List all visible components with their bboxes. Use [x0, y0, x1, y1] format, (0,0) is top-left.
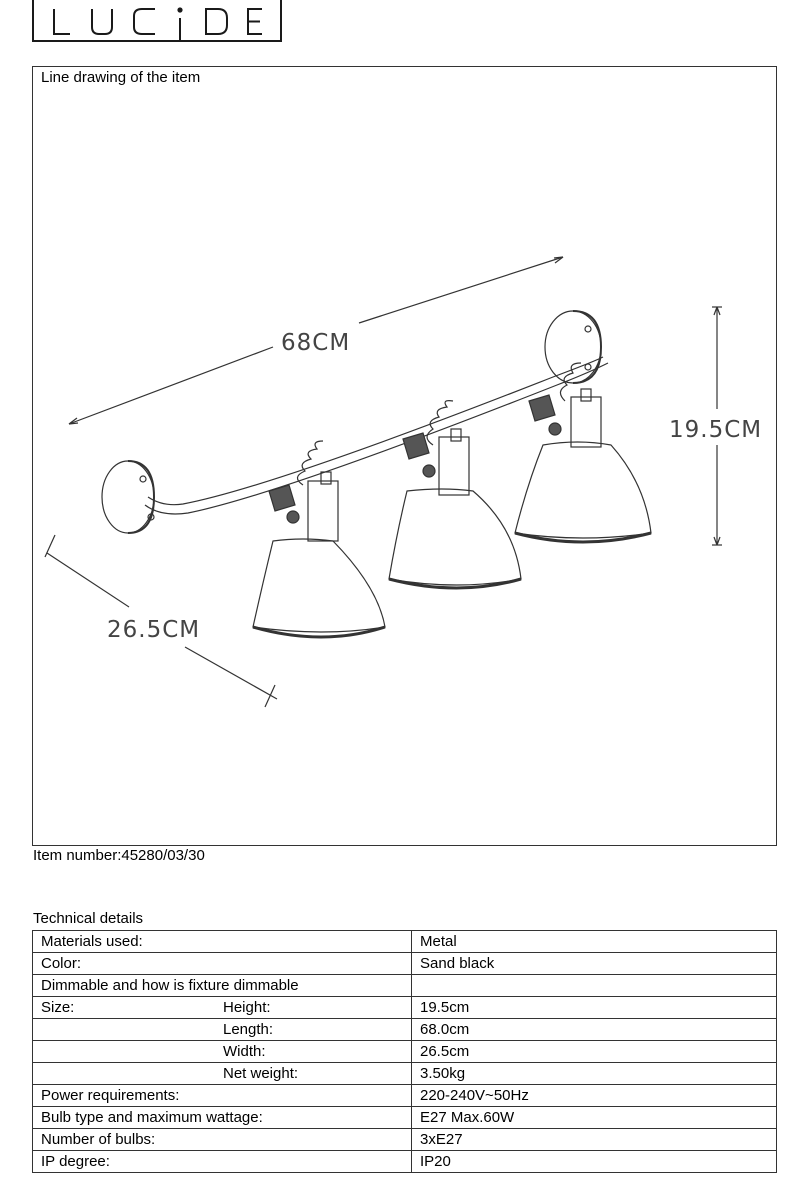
- table-row: [33, 1107, 777, 1129]
- spec-value: 3xE27: [412, 1129, 777, 1151]
- spec-label: Number of bulbs:: [41, 1131, 156, 1148]
- left-wall-plate: [102, 461, 154, 533]
- spec-value: 68.0cm: [412, 1019, 777, 1041]
- lamp-head-1: [253, 441, 385, 637]
- spec-label-cell: [33, 1041, 412, 1063]
- spec-label-cell: [33, 975, 412, 997]
- product-line-drawing: [33, 67, 778, 847]
- spec-label: Materials used:: [41, 933, 143, 950]
- spec-label-cell: [33, 1019, 412, 1041]
- table-row: [33, 1063, 777, 1085]
- line-drawing-panel: [32, 66, 777, 846]
- technical-details-title: Technical details: [33, 910, 144, 927]
- spec-value: [412, 975, 777, 997]
- spec-label: Bulb type and maximum wattage:: [41, 1109, 263, 1126]
- spec-label: Dimmable and how is fixture dimmable: [41, 977, 299, 994]
- spec-value: 220-240V~50Hz: [412, 1085, 777, 1107]
- lamp-head-3: [515, 363, 651, 542]
- spec-label: Size:: [41, 999, 75, 1016]
- table-row: [33, 1129, 777, 1151]
- table-row: [33, 997, 777, 1019]
- spec-label-cell: [33, 1151, 412, 1173]
- spec-label: Color:: [41, 955, 82, 972]
- lamp-head-2: [389, 401, 521, 588]
- spec-label-cell: [33, 1085, 412, 1107]
- spec-label-cell: [33, 997, 412, 1019]
- spec-label-cell: [33, 931, 412, 953]
- spec-sublabel: Height:: [223, 999, 271, 1016]
- spec-label-cell: [33, 1129, 412, 1151]
- table-row: [33, 975, 777, 997]
- spec-value: 3.50kg: [412, 1063, 777, 1085]
- spec-value: IP20: [412, 1151, 777, 1173]
- spec-sublabel: Net weight:: [223, 1065, 299, 1082]
- height-dimension-label: 19.5CM: [669, 417, 763, 443]
- spec-label: IP degree:: [41, 1153, 110, 1170]
- table-row: [33, 1041, 777, 1063]
- length-dimension-label: 68CM: [281, 330, 351, 356]
- table-row: [33, 931, 777, 953]
- drawing-caption: Line drawing of the item: [41, 69, 201, 86]
- depth-dimension-label: 26.5CM: [107, 617, 201, 643]
- logo-lettering: [34, 0, 284, 42]
- spec-label-cell: [33, 1107, 412, 1129]
- spec-label-cell: [33, 953, 412, 975]
- spec-value: Sand black: [412, 953, 777, 975]
- mounting-bar: [145, 357, 608, 514]
- spec-label-cell: [33, 1063, 412, 1085]
- spec-value: 19.5cm: [412, 997, 777, 1019]
- spec-value: 26.5cm: [412, 1041, 777, 1063]
- technical-details-table: [32, 930, 777, 1173]
- table-row: [33, 1151, 777, 1173]
- spec-label: Power requirements:: [41, 1087, 180, 1104]
- item-number: Item number:45280/03/30: [33, 847, 205, 864]
- spec-value: Metal: [412, 931, 777, 953]
- table-row: [33, 1019, 777, 1041]
- spec-value: E27 Max.60W: [412, 1107, 777, 1129]
- table-row: [33, 953, 777, 975]
- spec-sublabel: Length:: [223, 1021, 274, 1038]
- table-row: [33, 1085, 777, 1107]
- spec-sublabel: Width:: [223, 1043, 266, 1060]
- brand-logo: [32, 0, 282, 42]
